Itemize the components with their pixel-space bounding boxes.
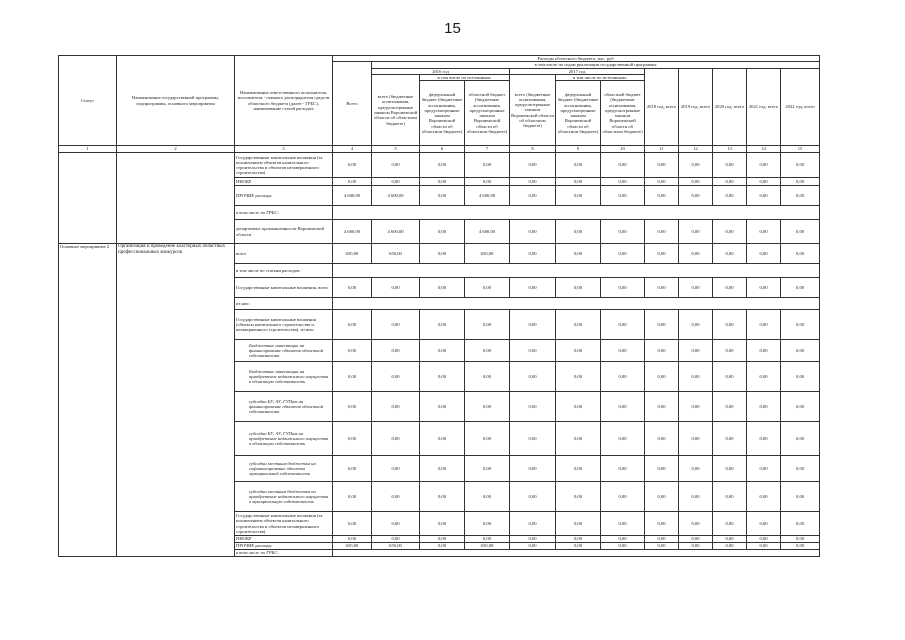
value-cell: 0,00 <box>645 178 679 186</box>
value-cell: 0,00 <box>645 512 679 536</box>
value-cell: 0,00 <box>510 456 556 482</box>
row-label: Государственные капитальные вложения (объекты капитального строительства и незавершенного строительства), из них: <box>235 310 333 340</box>
value-cell: 0,00 <box>510 178 556 186</box>
value-cell: 0,00 <box>420 186 465 206</box>
row-label: субсидии местным бюджетам на софинансирование объектов муниципальной собственности <box>235 456 333 482</box>
value-cell: 0,00 <box>510 536 556 543</box>
value-cell: 0,00 <box>645 482 679 512</box>
col-number: 13 <box>713 146 747 153</box>
value-cell: 650,00 <box>465 543 510 550</box>
status-cell <box>59 153 117 244</box>
empty-value-cell <box>333 298 820 310</box>
value-cell: 4 600,00 <box>465 220 510 244</box>
value-cell: 0,00 <box>556 422 601 456</box>
value-cell: 0,00 <box>333 278 372 298</box>
col-number: 7 <box>465 146 510 153</box>
value-cell: 0,00 <box>601 422 645 456</box>
value-cell: 0,00 <box>420 178 465 186</box>
value-cell: 0,00 <box>645 340 679 362</box>
value-cell: 0,00 <box>372 512 420 536</box>
value-cell: 0,00 <box>601 456 645 482</box>
value-cell: 0,00 <box>420 153 465 178</box>
value-cell: 0,00 <box>510 512 556 536</box>
value-cell: 0,00 <box>601 178 645 186</box>
value-cell: 0,00 <box>556 220 601 244</box>
value-cell: 0,00 <box>601 244 645 264</box>
value-cell: 0,00 <box>645 278 679 298</box>
value-cell: 4 600,00 <box>372 186 420 206</box>
table-row <box>59 153 820 178</box>
value-cell: 0,00 <box>333 482 372 512</box>
value-cell: 0,00 <box>333 178 372 186</box>
value-cell: 0,00 <box>556 392 601 422</box>
value-cell: 0,00 <box>781 482 820 512</box>
value-cell: 0,00 <box>645 310 679 340</box>
program-name-cell: Организация и проведение кластерных областных профессиональных конкурсов <box>117 244 235 557</box>
value-cell: 0,00 <box>333 362 372 392</box>
value-cell: 0,00 <box>679 362 713 392</box>
value-cell: 0,00 <box>333 512 372 536</box>
value-cell: 0,00 <box>781 456 820 482</box>
value-cell: 4 600,00 <box>372 220 420 244</box>
value-cell: 0,00 <box>333 392 372 422</box>
value-cell: 0,00 <box>510 220 556 244</box>
header-c7: областной бюджет (бюджетные ассигнования, предусмотренные законом Воронежской области об областном бюджете) <box>465 81 510 146</box>
value-cell: 0,00 <box>465 278 510 298</box>
value-cell: 0,00 <box>465 392 510 422</box>
value-cell: 0,00 <box>420 362 465 392</box>
col-number: 10 <box>601 146 645 153</box>
value-cell: 0,00 <box>781 362 820 392</box>
program-name-cell <box>117 153 235 244</box>
value-cell: 0,00 <box>372 153 420 178</box>
value-cell: 0,00 <box>645 456 679 482</box>
col-number: 3 <box>235 146 333 153</box>
value-cell: 0,00 <box>645 362 679 392</box>
value-cell: 0,00 <box>679 278 713 298</box>
header-c9: федеральный бюджет (бюджетные ассигнования, предусмотренные законом Воронежской области об областном бюджете) <box>556 81 601 146</box>
value-cell: 0,00 <box>510 244 556 264</box>
value-cell: 0,00 <box>420 340 465 362</box>
row-label: Бюджетные инвестиции на финансирование объектов областной собственности <box>235 340 333 362</box>
value-cell: 0,00 <box>713 340 747 362</box>
header-incl-sources-2016: в том числе по источникам: <box>420 74 510 80</box>
value-cell: 0,00 <box>372 278 420 298</box>
value-cell: 0,00 <box>713 178 747 186</box>
value-cell: 0,00 <box>679 512 713 536</box>
col-number: 9 <box>556 146 601 153</box>
budget-table <box>58 55 820 557</box>
col-number: 2 <box>117 146 235 153</box>
value-cell: 0,00 <box>333 536 372 543</box>
value-cell: 0,00 <box>465 310 510 340</box>
value-cell: 0,00 <box>465 340 510 362</box>
value-cell: 0,00 <box>601 340 645 362</box>
value-cell: 0,00 <box>333 340 372 362</box>
value-cell: 0,00 <box>556 153 601 178</box>
header-c14: 2021 год, всего <box>747 68 781 146</box>
value-cell: 0,00 <box>601 543 645 550</box>
value-cell: 0,00 <box>679 536 713 543</box>
value-cell: 0,00 <box>465 536 510 543</box>
header-c12: 2019 год, всего <box>679 68 713 146</box>
header-c13: 2020 год, всего <box>713 68 747 146</box>
value-cell: 0,00 <box>747 220 781 244</box>
value-cell: 0,00 <box>556 186 601 206</box>
value-cell: 0,00 <box>781 512 820 536</box>
value-cell: 0,00 <box>510 543 556 550</box>
row-label: департамент промышленности Воронежской области <box>235 220 333 244</box>
value-cell: 0,00 <box>645 186 679 206</box>
value-cell: 0,00 <box>601 310 645 340</box>
value-cell: 0,00 <box>601 278 645 298</box>
value-cell: 0,00 <box>372 456 420 482</box>
value-cell: 0,00 <box>679 244 713 264</box>
value-cell: 0,00 <box>781 244 820 264</box>
value-cell: 0,00 <box>713 456 747 482</box>
value-cell: 0,00 <box>420 392 465 422</box>
col-number: 4 <box>333 146 372 153</box>
value-cell: 0,00 <box>747 543 781 550</box>
value-cell: 0,00 <box>510 186 556 206</box>
value-cell: 0,00 <box>465 362 510 392</box>
value-cell: 0,00 <box>679 153 713 178</box>
header-year-2017: 2017 год <box>510 68 645 74</box>
value-cell: 0,00 <box>510 340 556 362</box>
value-cell: 0,00 <box>333 310 372 340</box>
value-cell: 0,00 <box>781 310 820 340</box>
row-label: из них: <box>235 298 333 310</box>
column-numbers-row <box>59 146 820 153</box>
row-label: в том числе по ГРБС: <box>235 550 333 557</box>
header-status: Статус <box>59 56 117 146</box>
value-cell: 0,00 <box>465 482 510 512</box>
value-cell: 0,00 <box>713 422 747 456</box>
value-cell: 650,00 <box>465 244 510 264</box>
value-cell: 0,00 <box>713 482 747 512</box>
col-number: 8 <box>510 146 556 153</box>
value-cell: 0,00 <box>465 178 510 186</box>
value-cell: 0,00 <box>556 362 601 392</box>
value-cell: 4 600,00 <box>333 220 372 244</box>
value-cell: 0,00 <box>781 153 820 178</box>
value-cell: 0,00 <box>679 392 713 422</box>
status-cell: Основное мероприятие 2 <box>59 244 117 557</box>
value-cell: 0,00 <box>747 310 781 340</box>
value-cell: 0,00 <box>465 456 510 482</box>
value-cell: 0,00 <box>747 392 781 422</box>
col-number: 6 <box>420 146 465 153</box>
value-cell: 0,00 <box>781 278 820 298</box>
value-cell: 0,00 <box>747 536 781 543</box>
value-cell: 0,00 <box>645 536 679 543</box>
value-cell: 0,00 <box>556 340 601 362</box>
value-cell: 0,00 <box>713 392 747 422</box>
value-cell: 0,00 <box>679 310 713 340</box>
value-cell: 0,00 <box>747 422 781 456</box>
value-cell: 0,00 <box>781 422 820 456</box>
empty-value-cell <box>333 206 820 220</box>
value-cell: 0,00 <box>601 362 645 392</box>
value-cell: 0,00 <box>510 392 556 422</box>
value-cell: 0,00 <box>601 512 645 536</box>
value-cell: 0,00 <box>556 310 601 340</box>
header-c8: всего (бюджетные ассигнования, предусмотренные законом Воронежской области об областном бюджете) <box>510 74 556 145</box>
value-cell: 0,00 <box>713 278 747 298</box>
value-cell: 0,00 <box>747 362 781 392</box>
row-label: субсидии БУ, АУ, ГУПам на финансирование объектов областной собственности <box>235 392 333 422</box>
row-label: Бюджетные инвестиции на приобретение недвижимого имущества в областную собственность <box>235 362 333 392</box>
value-cell: 0,00 <box>713 536 747 543</box>
value-cell: 0,00 <box>372 178 420 186</box>
value-cell: 0,00 <box>781 186 820 206</box>
page-number: 15 <box>444 20 461 37</box>
value-cell: 4 600,00 <box>465 186 510 206</box>
row-label: всего <box>235 244 333 264</box>
header-c10: областной бюджет (бюджетные ассигнования, предусмотренные законом Воронежской области об областном бюджете) <box>601 81 645 146</box>
value-cell: 0,00 <box>781 392 820 422</box>
value-cell: 0,00 <box>556 512 601 536</box>
value-cell: 0,00 <box>420 543 465 550</box>
value-cell: 0,00 <box>747 153 781 178</box>
value-cell: 0,00 <box>645 422 679 456</box>
value-cell: 0,00 <box>645 220 679 244</box>
row-label: Государственные капитальные вложения, всего <box>235 278 333 298</box>
value-cell: 0,00 <box>601 392 645 422</box>
col-number: 15 <box>781 146 820 153</box>
value-cell: 0,00 <box>510 482 556 512</box>
header-program-name: Наименование государственной программы, подпрограммы, основного мероприятия <box>117 56 235 146</box>
empty-value-cell <box>333 264 820 278</box>
value-cell: 0,00 <box>420 456 465 482</box>
row-label: в том числе по ГРБС: <box>235 206 333 220</box>
value-cell: 0,00 <box>372 422 420 456</box>
value-cell: 0,00 <box>510 422 556 456</box>
value-cell: 0,00 <box>679 178 713 186</box>
value-cell: 0,00 <box>747 340 781 362</box>
value-cell: 0,00 <box>747 186 781 206</box>
header-c6: федеральный бюджет (бюджетные ассигнования, предусмотренные законом Воронежской области об областном бюджете) <box>420 81 465 146</box>
value-cell: 0,00 <box>713 543 747 550</box>
value-cell: 0,00 <box>679 422 713 456</box>
value-cell: 0,00 <box>713 362 747 392</box>
value-cell: 0,00 <box>556 178 601 186</box>
row-label: ПРОЧИЕ расходы <box>235 543 333 550</box>
header-c11: 2018 год, всего <box>645 68 679 146</box>
value-cell: 0,00 <box>645 543 679 550</box>
value-cell: 0,00 <box>645 244 679 264</box>
value-cell: 0,00 <box>601 153 645 178</box>
value-cell: 650,00 <box>372 244 420 264</box>
empty-value-cell <box>333 550 820 557</box>
value-cell: 0,00 <box>747 178 781 186</box>
value-cell: 0,00 <box>713 244 747 264</box>
value-cell: 0,00 <box>465 422 510 456</box>
value-cell: 0,00 <box>679 220 713 244</box>
value-cell: 0,00 <box>420 220 465 244</box>
value-cell: 0,00 <box>601 186 645 206</box>
header-year-2016: 2016 год <box>372 68 510 74</box>
value-cell: 0,00 <box>601 220 645 244</box>
value-cell: 0,00 <box>645 392 679 422</box>
value-cell: 650,00 <box>372 543 420 550</box>
header-total: Всего <box>333 62 372 146</box>
row-label: субсидии БУ, АУ, ГУПам на приобретение недвижимого имущества в областную собственность <box>235 422 333 456</box>
header-budget-sub: в том числе по годам реализации государственной программы <box>372 62 820 68</box>
col-number: 5 <box>372 146 420 153</box>
value-cell: 0,00 <box>333 456 372 482</box>
value-cell: 0,00 <box>420 422 465 456</box>
value-cell: 650,00 <box>333 244 372 264</box>
value-cell: 0,00 <box>601 482 645 512</box>
value-cell: 0,00 <box>510 153 556 178</box>
value-cell: 0,00 <box>333 153 372 178</box>
value-cell: 0,00 <box>747 456 781 482</box>
col-number: 12 <box>679 146 713 153</box>
value-cell: 0,00 <box>556 543 601 550</box>
value-cell: 0,00 <box>556 536 601 543</box>
col-number: 11 <box>645 146 679 153</box>
value-cell: 0,00 <box>556 456 601 482</box>
value-cell: 0,00 <box>510 278 556 298</box>
value-cell: 0,00 <box>372 536 420 543</box>
value-cell: 0,00 <box>747 244 781 264</box>
value-cell: 0,00 <box>420 278 465 298</box>
value-cell: 0,00 <box>465 153 510 178</box>
row-label: Государственные капитальные вложения (за исключением объектов капитального строительства и объектов незавершенного строительства) <box>235 512 333 536</box>
value-cell: 0,00 <box>713 186 747 206</box>
value-cell: 0,00 <box>556 278 601 298</box>
header-budget-title: Расходы областного бюджета, тыс. руб. <box>333 56 820 62</box>
value-cell: 0,00 <box>420 482 465 512</box>
row-label: ПРОЧИЕ расходы <box>235 186 333 206</box>
value-cell: 0,00 <box>645 153 679 178</box>
col-number: 14 <box>747 146 781 153</box>
value-cell: 0,00 <box>781 536 820 543</box>
value-cell: 0,00 <box>420 512 465 536</box>
value-cell: 0,00 <box>747 512 781 536</box>
header-c5: всего (бюджетные ассигнования, предусмотренные законом Воронежской области об областном бюджете) <box>372 74 420 145</box>
value-cell: 0,00 <box>556 482 601 512</box>
header-incl-sources-2017: в том числе по источникам: <box>556 74 645 80</box>
header-executor: Наименование ответственного исполнителя, исполнителя - главного распорядителя средств областного бюджета (далее - ГРБС), наименование статей расходов <box>235 56 333 146</box>
value-cell: 0,00 <box>372 310 420 340</box>
value-cell: 0,00 <box>679 186 713 206</box>
value-cell: 4 600,00 <box>333 186 372 206</box>
row-label: в том числе по статьям расходов: <box>235 264 333 278</box>
value-cell: 0,00 <box>679 482 713 512</box>
table-row <box>59 244 820 264</box>
value-cell: 0,00 <box>713 310 747 340</box>
value-cell: 0,00 <box>372 362 420 392</box>
value-cell: 0,00 <box>713 153 747 178</box>
value-cell: 0,00 <box>713 220 747 244</box>
value-cell: 0,00 <box>747 482 781 512</box>
value-cell: 0,00 <box>510 362 556 392</box>
value-cell: 0,00 <box>679 456 713 482</box>
col-number: 1 <box>59 146 117 153</box>
value-cell: 0,00 <box>781 543 820 550</box>
value-cell: 0,00 <box>372 340 420 362</box>
value-cell: 0,00 <box>679 340 713 362</box>
value-cell: 0,00 <box>781 340 820 362</box>
value-cell: 0,00 <box>510 310 556 340</box>
value-cell: 0,00 <box>372 482 420 512</box>
value-cell: 0,00 <box>465 512 510 536</box>
value-cell: 0,00 <box>713 512 747 536</box>
value-cell: 0,00 <box>601 536 645 543</box>
value-cell: 0,00 <box>747 278 781 298</box>
value-cell: 0,00 <box>333 422 372 456</box>
value-cell: 0,00 <box>781 178 820 186</box>
value-cell: 0,00 <box>556 244 601 264</box>
value-cell: 0,00 <box>420 244 465 264</box>
row-label: Государственные капитальные вложения (за исключением объектов капитального строительства и объектов незавершенного строительства) <box>235 153 333 178</box>
header-c15: 2022 год, всего <box>781 68 820 146</box>
row-label: субсидии местным бюджетам на приобретение недвижимого имущества в муниципальную собственность <box>235 482 333 512</box>
row-label: НИОКР <box>235 178 333 186</box>
value-cell: 0,00 <box>372 392 420 422</box>
value-cell: 0,00 <box>781 220 820 244</box>
value-cell: 0,00 <box>420 536 465 543</box>
row-label: НИОКР <box>235 536 333 543</box>
value-cell: 0,00 <box>679 543 713 550</box>
value-cell: 0,00 <box>420 310 465 340</box>
value-cell: 650,00 <box>333 543 372 550</box>
